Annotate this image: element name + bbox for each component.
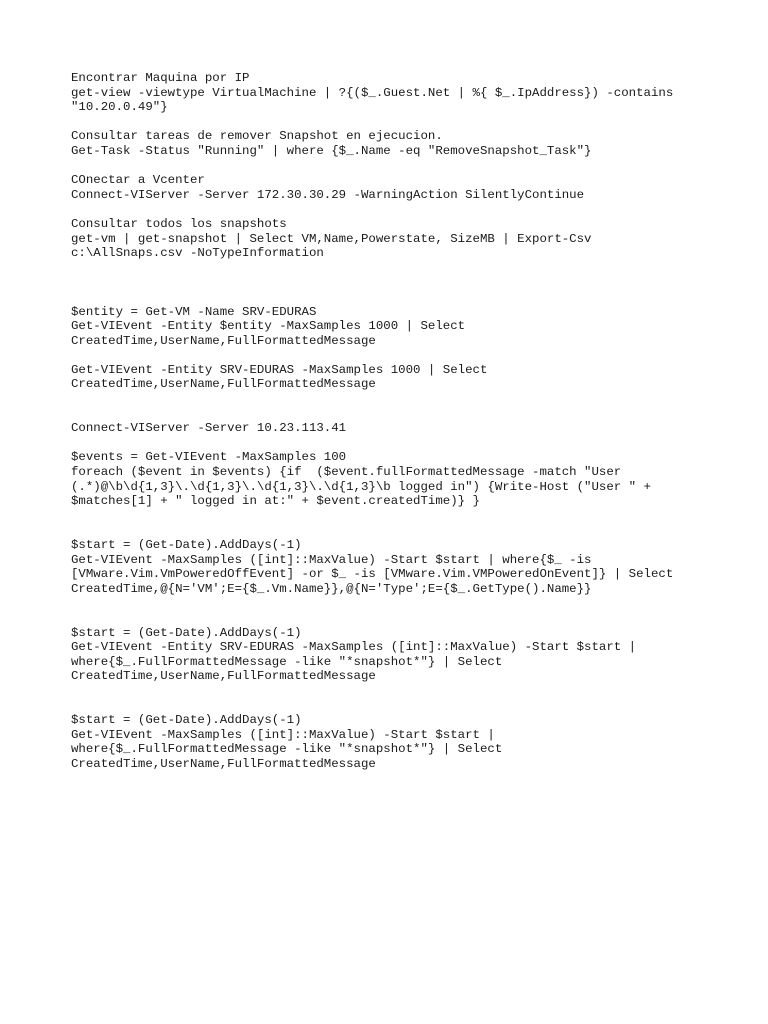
text-line: Get-VIEvent -Entity SRV-EDURAS -MaxSamples ([int]::MaxValue) -Start $start | (71, 640, 637, 655)
document-body (71, 71, 711, 772)
text-line: Consultar tareas de remover Snapshot en ejecucion. (71, 129, 443, 144)
text-line: foreach ($event in $events) {if ($event.fullFormattedMessage -match "User (71, 465, 622, 480)
blank-line (71, 261, 711, 276)
text-line: CreatedTime,UserName,FullFormattedMessage (71, 377, 376, 392)
text-line: $start = (Get-Date).AddDays(-1) (71, 538, 302, 552)
text-line: [VMware.Vim.VmPoweredOffEvent] -or $_ -is [VMware.Vim.VMPoweredOnEvent]} | Select (71, 567, 674, 582)
text-line: Get-Task -Status "Running" | where {$_.Name -eq "RemoveSnapshot_Task"} (71, 143, 592, 158)
text-line: Get-VIEvent -MaxSamples ([int]::MaxValue) -Start $start | (71, 727, 495, 742)
blank-line (71, 596, 711, 611)
blank-line (71, 392, 711, 407)
text-line: $start = (Get-Date).AddDays(-1) (71, 713, 302, 728)
text-line: COnectar a Vcenter (71, 173, 205, 188)
text-line: where{$_.FullFormattedMessage -like "*snapshot*"} | Select (71, 654, 503, 669)
text-line: Get-VIEvent -MaxSamples ([int]::MaxValue) -Start $start | where{$_ -is (71, 552, 592, 567)
text-line: CreatedTime,UserName,FullFormattedMessage (71, 669, 376, 684)
blank-line (71, 509, 711, 524)
text-line: CreatedTime,@{N='VM';E={$_.Vm.Name}},@{N='Type';E={$_.GetType().Name}} (71, 581, 592, 596)
blank-line (71, 436, 711, 451)
text-line: (.*)@\b\d{1,3}\.\d{1,3}\.\d{1,3}\.\d{1,3}\b logged in") {Write-Host ("User " + (71, 479, 651, 494)
text-line: Get-VIEvent -Entity SRV-EDURAS -MaxSamples 1000 | Select (71, 362, 488, 377)
text-line: where{$_.FullFormattedMessage -like "*snapshot*"} | Select (71, 742, 503, 757)
text-line: Encontrar Maquina por IP (71, 71, 250, 85)
text-line: $matches[1] + " logged in at:" + $event.createdTime)} } (71, 494, 480, 509)
blank-line (71, 611, 711, 626)
blank-line (71, 348, 711, 363)
blank-line (71, 159, 711, 174)
blank-line (71, 684, 711, 699)
text-line: get-view -viewtype VirtualMachine | ?{($_.Guest.Net | %{ $_.IpAddress}) -contains (71, 85, 674, 100)
text-line: Consultar todos los snapshots (71, 216, 287, 231)
blank-line (71, 699, 711, 714)
text-line: get-vm | get-snapshot | Select VM,Name,Powerstate, SizeMB | Export-Csv (71, 231, 592, 246)
text-line: $start = (Get-Date).AddDays(-1) (71, 625, 302, 640)
blank-line (71, 202, 711, 217)
blank-line (71, 407, 711, 422)
text-line: CreatedTime,UserName,FullFormattedMessage (71, 333, 376, 348)
text-line: Connect-VIServer -Server 172.30.30.29 -WarningAction SilentlyContinue (71, 187, 585, 202)
text-line: Connect-VIServer -Server 10.23.113.41 (71, 421, 347, 436)
blank-line (71, 115, 711, 130)
text-line: CreatedTime,UserName,FullFormattedMessage (71, 756, 376, 771)
blank-line (71, 523, 711, 538)
blank-line (71, 290, 711, 305)
text-line: c:\AllSnaps.csv -NoTypeInformation (71, 246, 324, 261)
blank-line (71, 275, 711, 290)
text-line: $events = Get-VIEvent -MaxSamples 100 (71, 450, 347, 465)
text-line: $entity = Get-VM -Name SRV-EDURAS (71, 304, 317, 319)
text-line: Get-VIEvent -Entity $entity -MaxSamples 1000 | Select (71, 319, 466, 334)
text-line: "10.20.0.49"} (71, 100, 168, 115)
